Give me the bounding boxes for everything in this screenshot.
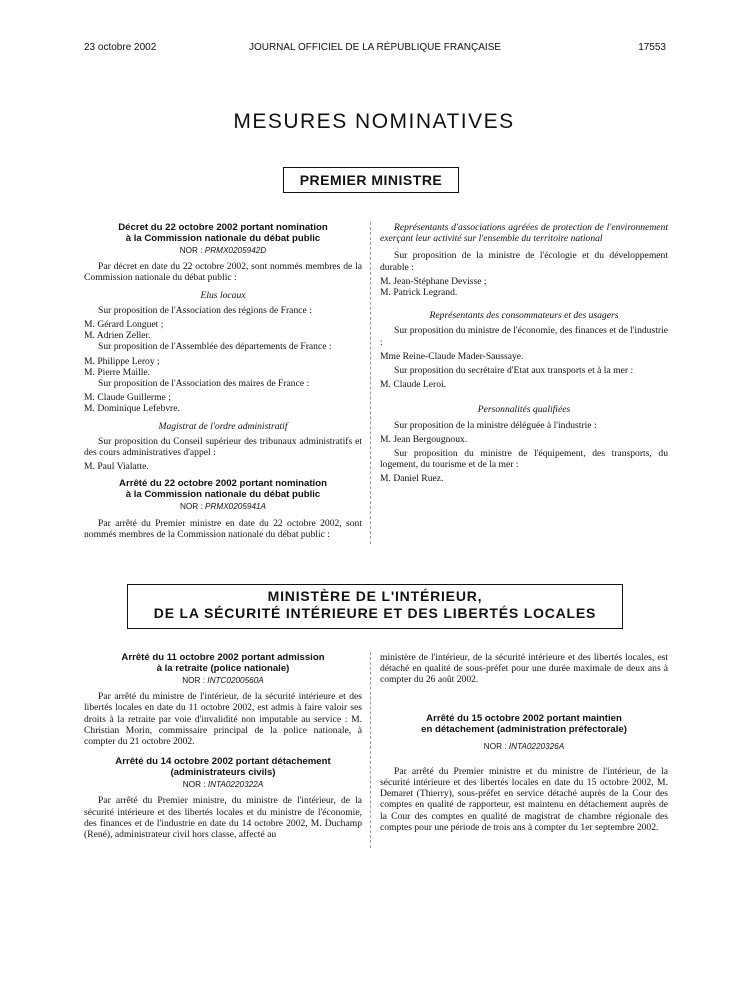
right-proposal: Sur proposition du ministre de l'économie, des finances et de l'industrie : (380, 325, 668, 348)
decree1-name: M. Dominique Lefebvre. (84, 403, 180, 415)
decree2-intro: Par arrêté du Premier ministre en date du 22 octobre 2002, sont nommés membres de la Commission nationale du débat public : (84, 517, 362, 540)
arrete1-title-line2: à la retraite (police nationale) (156, 663, 290, 674)
decree1-title-line1: Décret du 22 octobre 2002 portant nomination (118, 222, 328, 233)
arrete1-title-line1: Arrêté du 11 octobre 2002 portant admission (121, 652, 325, 663)
right-proposal: Sur proposition du ministre de l'équipement, des transports, du logement, du tourisme et de la mer : (380, 448, 668, 471)
header-date: 23 octobre 2002 (84, 42, 157, 53)
nor-code: PRMX0205941A (205, 502, 267, 512)
arrete2-title-line1: Arrêté du 14 octobre 2002 portant détachement (115, 756, 331, 768)
right-subheading-associations: Représentants d'associations agréées de protection de l'environnement exerçant leur activité sur l'ensemble du territoire national (380, 222, 668, 245)
decree1-title-line2: à la Commission nationale du débat public (125, 233, 321, 244)
header-journal-title: JOURNAL OFFICIEL DE LA RÉPUBLIQUE FRANÇAISE (248, 42, 502, 53)
section-heading-premier-ministre: PREMIER MINISTRE (283, 167, 459, 193)
arrete2-body-continued: ministère de l'intérieur, de la sécurité intérieure et des libertés locales, est détaché en qualité de sous-préfet pour une durée maximale de deux ans à compter du 26 août 2002. (380, 652, 668, 686)
nor-code: PRMX0205942D (204, 246, 267, 255)
decree1-subheading-magistrat: Magistrat de l'ordre administratif (158, 420, 288, 432)
nor-code: INTA0220322A (207, 780, 264, 790)
decree1-proposal: Sur proposition de l'Assemblée des départements de France : (98, 341, 332, 353)
decree1-name: M. Gérard Longuet ; (84, 319, 164, 331)
arrete1-body: Par arrêté du ministre de l'intérieur, de la sécurité intérieure et des libertés locales en date du 11 octobre 2002, est admis à faire valoir ses droits à la retraite par voie d'invalidité non imputable au service : M. Christian Morin, commissaire principal de la police nationale, à compter du 21 octobre 2002. (84, 691, 362, 748)
header-page-number: 17553 (638, 42, 666, 53)
decree1-name: M. Paul Vialatte. (84, 461, 149, 473)
right-name: M. Patrick Legrand. (380, 287, 458, 299)
nor-label: NOR : (179, 246, 203, 255)
right-proposal: Sur proposition du secrétaire d'Etat aux transports et à la mer : (394, 365, 634, 377)
arrete3-title-line2: en détachement (administration préfectorale) (421, 723, 627, 735)
arrete3-body: Par arrêté du Premier ministre et du ministre de l'intérieur, de la sécurité intérieure et des libertés locales en date du 15 octobre 2002, M. Demaret (Thierry), sous-préfet en service détaché auprès de la Cour des comptes en qualité de rapporteur, est maintenu en détachement auprès de la Cour des comptes en qualité de magistrat de chambre régionale des comptes pour une période de trois ans à compter du 1er septembre 2002. (380, 765, 668, 833)
nor-label: NOR : (182, 676, 206, 685)
section1-right-column (380, 222, 668, 485)
nor-label: NOR : (182, 780, 206, 790)
right-proposal: Sur proposition de la ministre de l'écologie et du développement durable : (380, 250, 668, 273)
right-name: M. Jean-Stéphane Devisse ; (380, 275, 487, 287)
page-header (84, 42, 666, 56)
section2-heading-line1: MINISTÈRE DE L'INTÉRIEUR, (267, 588, 483, 604)
section2-right-column (380, 652, 668, 836)
decree2-title-line2: à la Commission nationale du débat public (125, 489, 321, 501)
decree1-proposal: Sur proposition du Conseil supérieur des tribunaux administratifs et des cours administratives d'appel : (84, 435, 362, 459)
column-divider (370, 652, 371, 848)
nor-code: INTC0200560A (207, 676, 264, 685)
right-subheading-consommateurs: Représentants des consommateurs et des usagers (429, 310, 619, 322)
right-name: Mme Reine-Claude Mader-Saussaye. (380, 350, 524, 362)
decree1-subheading-elus: Elus locaux (200, 289, 246, 301)
decree1-name: M. Pierre Maille. (84, 366, 151, 378)
arrete2-title-line2: (administrateurs civils) (170, 767, 276, 779)
decree1-name: M. Philippe Leroy ; (84, 355, 160, 367)
arrete1-nor (84, 675, 362, 686)
arrete2-body: Par arrêté du Premier ministre, du ministre de l'intérieur, de la sécurité intérieure et des libertés locales et du ministre de l'économie, des finances et de l'industrie en date du 14 octobre 2002, M. Duchamp (René), administrateur civil hors classe, affecté au (84, 795, 362, 841)
decree2-title-line1: Arrêté du 22 octobre 2002 portant nomination (119, 478, 327, 490)
nor-label: NOR : (179, 502, 203, 512)
arrete3-title-line1: Arrêté du 15 octobre 2002 portant maintien (426, 712, 622, 724)
decree1-proposal: Sur proposition de l'Association des régions de France : (98, 304, 312, 316)
column-divider (370, 222, 371, 544)
nor-label: NOR : (483, 741, 507, 751)
arrete3-nor (380, 741, 668, 752)
section1-left-column (84, 222, 362, 543)
section-heading-ministere-interieur (127, 584, 623, 629)
decree1-name: M. Claude Guillerme ; (84, 392, 171, 404)
nor-code: INTA0220326A (508, 741, 565, 751)
right-name: M. Claude Leroi. (380, 379, 447, 391)
decree1-intro: Par décret en date du 22 octobre 2002, sont nommés membres de la Commission nationale du débat public : (84, 261, 362, 284)
arrete2-nor (84, 779, 362, 790)
right-proposal: Sur proposition de la ministre déléguée à l'industrie : (394, 419, 597, 431)
decree1-proposal: Sur proposition de l'Association des maires de France : (98, 378, 310, 390)
section2-heading-line2: DE LA SÉCURITÉ INTÉRIEURE ET DES LIBERTÉS LOCALES (153, 605, 597, 621)
right-subheading-personnalites: Personnalités qualifiées (477, 404, 571, 416)
decree1-name: M. Adrien Zeller. (84, 330, 151, 342)
page-title: MESURES NOMINATIVES (233, 110, 515, 133)
decree2-nor (84, 501, 362, 512)
right-name: M. Jean Bergougnoux. (380, 433, 468, 445)
decree1-nor (84, 245, 362, 256)
section2-left-column (84, 652, 362, 843)
right-name: M. Daniel Ruez. (380, 473, 444, 485)
